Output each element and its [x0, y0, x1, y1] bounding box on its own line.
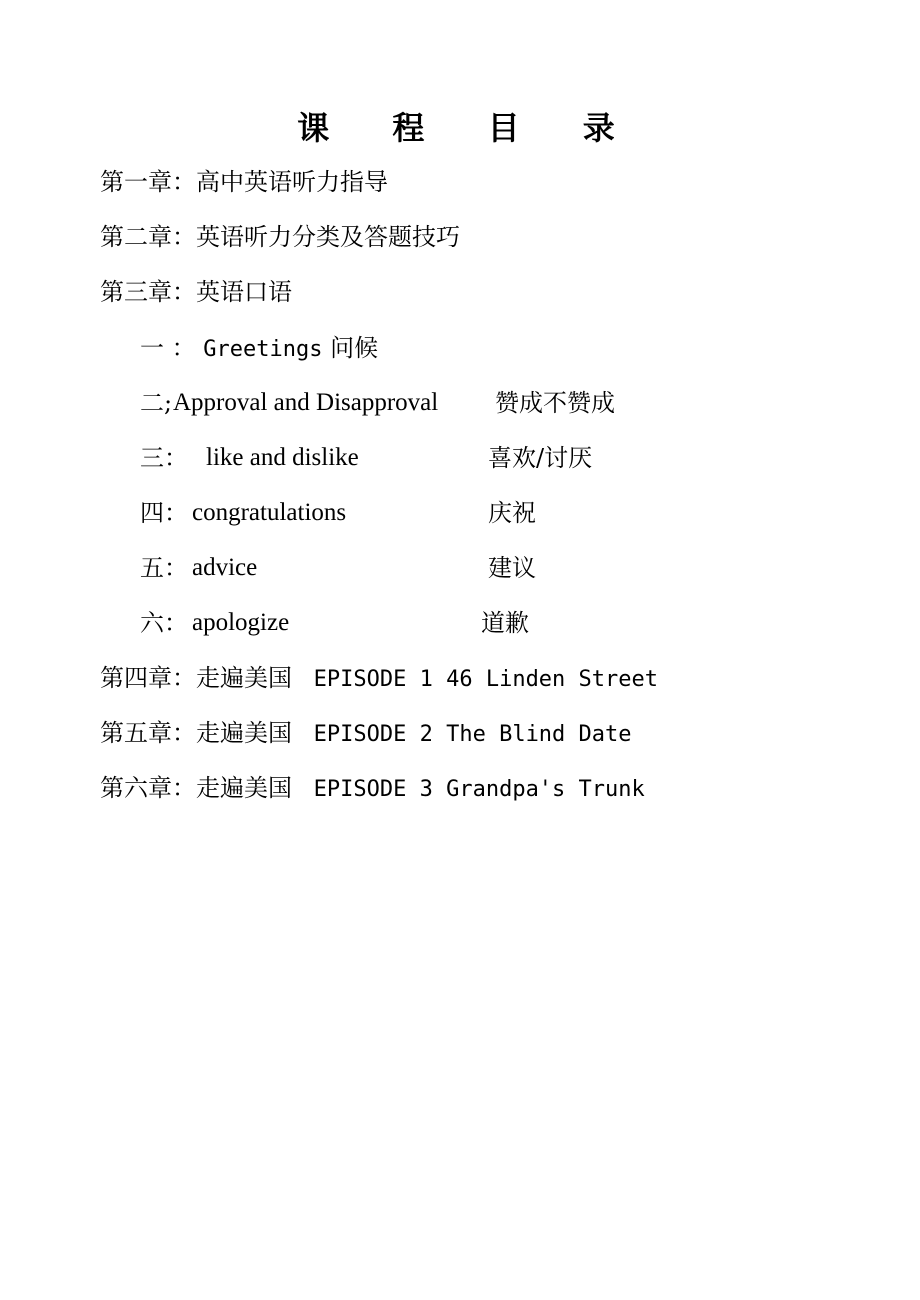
section-3-number: 三：: [140, 444, 188, 472]
chapter-4: [100, 662, 658, 696]
section-1-chinese: 问候: [330, 334, 379, 362]
section-4-number: 四：: [140, 499, 188, 527]
chapter-1: 第一章：高中英语听力指导: [100, 168, 388, 196]
section-1: [140, 332, 378, 366]
section-2-english: Approval and Disapproval: [173, 389, 439, 416]
section-3: [140, 442, 900, 476]
section-3-chinese: 喜欢/讨厌: [488, 444, 593, 472]
section-2: [140, 387, 900, 421]
section-5-chinese: 建议: [488, 554, 536, 582]
section-1-english: Greetings: [203, 337, 323, 362]
chapter-6-episode: EPISODE 3 Grandpa's Trunk: [313, 777, 645, 802]
section-5-english: advice: [192, 554, 258, 581]
chapter-6-prefix: 第六章：走遍美国: [100, 774, 292, 802]
chapter-5-prefix: 第五章：走遍美国: [100, 719, 292, 747]
chapter-4-prefix: 第四章：走遍美国: [100, 664, 292, 692]
section-5: [140, 552, 900, 586]
section-2-chinese: 赞成不赞成: [495, 389, 615, 417]
section-5-number: 五：: [140, 554, 188, 582]
chapter-6: [100, 772, 645, 806]
chapter-3: 第三章：英语口语: [100, 278, 292, 306]
chapter-5-episode: EPISODE 2 The Blind Date: [313, 722, 632, 747]
section-6: [140, 607, 900, 641]
chapter-5: [100, 717, 632, 751]
section-4-chinese: 庆祝: [488, 499, 536, 527]
section-6-chinese: 道歉: [481, 609, 529, 637]
section-1-number: 一 ：: [140, 334, 196, 362]
section-4: [140, 497, 900, 531]
chapter-2: 第二章：英语听力分类及答题技巧: [100, 223, 460, 251]
page-title: 课 程 目 录: [297, 109, 641, 147]
section-3-english: like and dislike: [206, 444, 359, 471]
section-6-number: 六：: [140, 609, 188, 637]
section-4-english: congratulations: [192, 499, 347, 526]
section-6-english: apologize: [192, 609, 290, 636]
section-2-number: 二;: [140, 389, 173, 417]
chapter-4-episode: EPISODE 1 46 Linden Street: [313, 667, 659, 692]
